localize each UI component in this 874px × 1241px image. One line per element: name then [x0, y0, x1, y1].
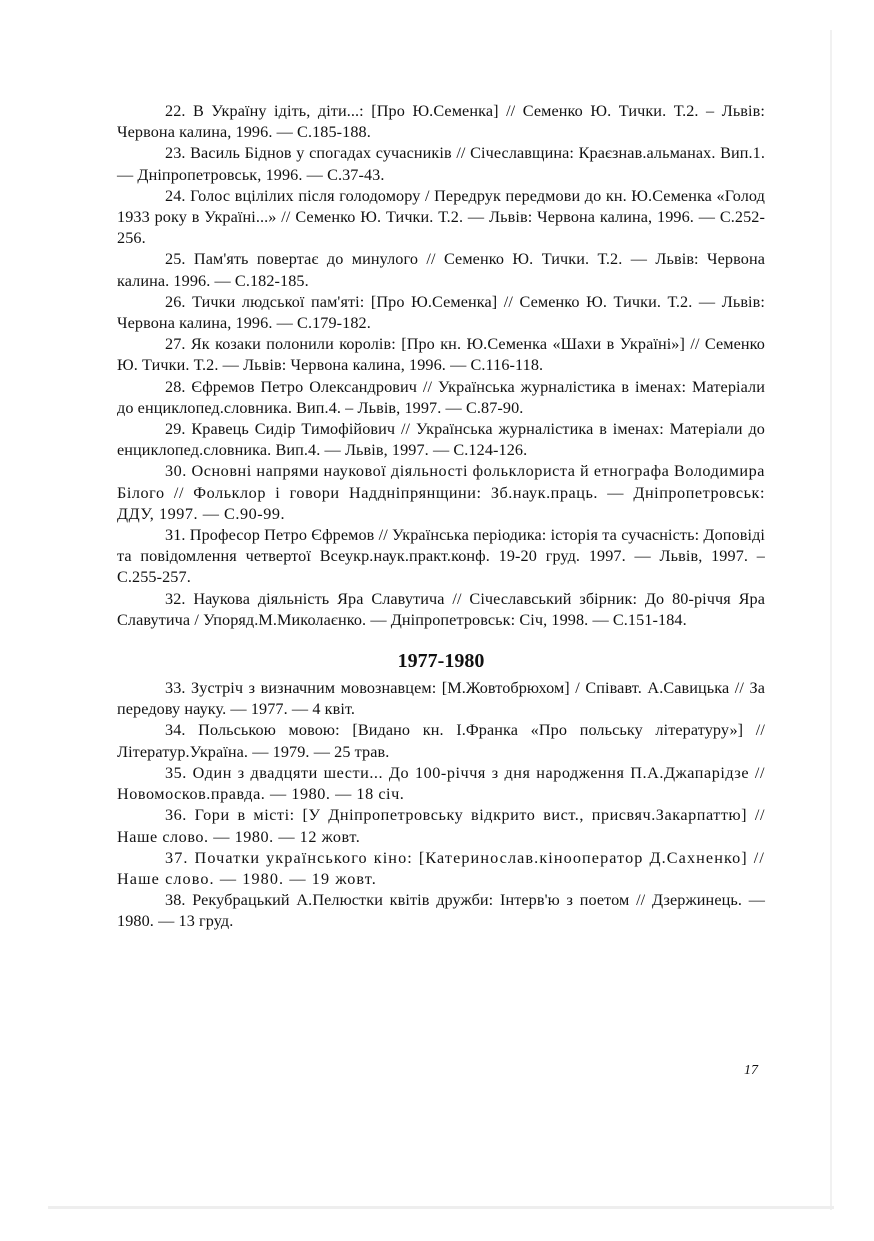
bibliography-entry-36: 36. Гори в місті: [У Дніпропетровську відкрито вист., присвяч.Закарпаттю] // Наше слово. — 1980. — 12 жовт. — [117, 806, 765, 846]
bibliography-entry-25: 25. Пам'ять повертає до минулого // Семенко Ю. Тички. Т.2. — Львів: Червона калина. 1996. — С.182-185. — [117, 250, 765, 290]
bibliography-entry-27: 27. Як козаки полонили королів: [Про кн. Ю.Семенка «Шахи в Україні»] // Семенко Ю. Тички. Т.2. — Львів: Червона калина, 1996. — С.116-118. — [117, 335, 765, 375]
bibliography-entry-30: 30. Основні напрями наукової діяльності фольклориста й етнографа Володимира Білого // Фольклор і говори Наддніпрянщини: Зб.наук.праць. — Дніпропетровськ: ДДУ, 1997. — С.90-99. — [117, 462, 765, 523]
section-heading-1977-1980: 1977-1980 — [397, 650, 485, 673]
bibliography-entry-23: 23. Василь Біднов у спогадах сучасників // Січеславщина: Краєзнав.альманах. Вип.1. — Дніпропетровськ, 1996. — С.37-43. — [117, 144, 765, 184]
bibliography-entry-28: 28. Єфремов Петро Олександрович // Українська журналістика в іменах: Матеріали до енциклопед.словника. Вип.4. – Львів, 1997. — С.87-90. — [117, 377, 765, 417]
page-number: 17 — [744, 1063, 758, 1078]
bibliography-entry-26: 26. Тички людської пам'яті: [Про Ю.Семенка] // Семенко Ю. Тички. Т.2. — Львів: Червона калина, 1996. — С.179-182. — [117, 292, 765, 333]
bibliography-entry-32: 32. Наукова діяльність Яра Славутича // Січеславський збірник: До 80-річчя Яра Славутича / Упоряд.М.Миколаєнко. — Дніпропетровськ: Січ, 1998. — С.151-184. — [117, 589, 765, 629]
scan-edge-bottom — [48, 1206, 834, 1209]
bibliography-entry-24: 24. Голос вцілілих після голодомору / Передрук передмови до кн. Ю.Семенка «Голод 1933 року в Україні...» // Семенко Ю. Тички. Т.2. — Львів: Червона калина, 1996. — С.252-256. — [117, 186, 765, 248]
bibliography-entry-33: 33. Зустріч з визначним мовознавцем: [М.Жовтобрюхом] / Співавт. А.Савицька // За передову науку. — 1977. — 4 квіт. — [117, 679, 765, 719]
scan-edge-right — [830, 30, 832, 1210]
bibliography-entry-38: 38. Рекубрацький А.Пелюстки квітів дружби: Інтерв'ю з поетом // Дзержинець. — 1980. — 13 груд. — [117, 891, 765, 931]
bibliography-content — [117, 101, 765, 933]
bibliography-entry-35: 35. Один з двадцяти шести... До 100-річчя з дня народження П.А.Джапарідзе // Новомосков.правда. — 1980. — 18 січ. — [117, 763, 765, 804]
bibliography-entry-34: 34. Польською мовою: [Видано кн. І.Франка «Про польську літературу»] // Літератур.Україна. — 1979. — 25 трав. — [117, 721, 765, 761]
bibliography-entry-37: 37. Початки українського кіно: [Катеринослав.кінооператор Д.Сахненко] // Наше слово. — 1980. — 19 жовт. — [117, 848, 765, 888]
bibliography-entry-31: 31. Професор Петро Єфремов // Українська періодика: історія та сучасність: Доповіді та повідомлення четвертої Всеукр.наук.практ.конф. 19-20 груд. 1997. — Львів, 1997. – С.255-257. — [117, 526, 765, 587]
bibliography-entry-29: 29. Кравець Сидір Тимофійович // Українська журналістика в іменах: Матеріали до енциклопед.словника. Вип.4. — Львів, 1997. — С.124-126. — [117, 420, 765, 460]
bibliography-entry-22: 22. В Україну ідіть, діти...: [Про Ю.Семенка] // Семенко Ю. Тички. Т.2. – Львів: Червона калина, 1996. — С.185-188. — [117, 102, 765, 142]
